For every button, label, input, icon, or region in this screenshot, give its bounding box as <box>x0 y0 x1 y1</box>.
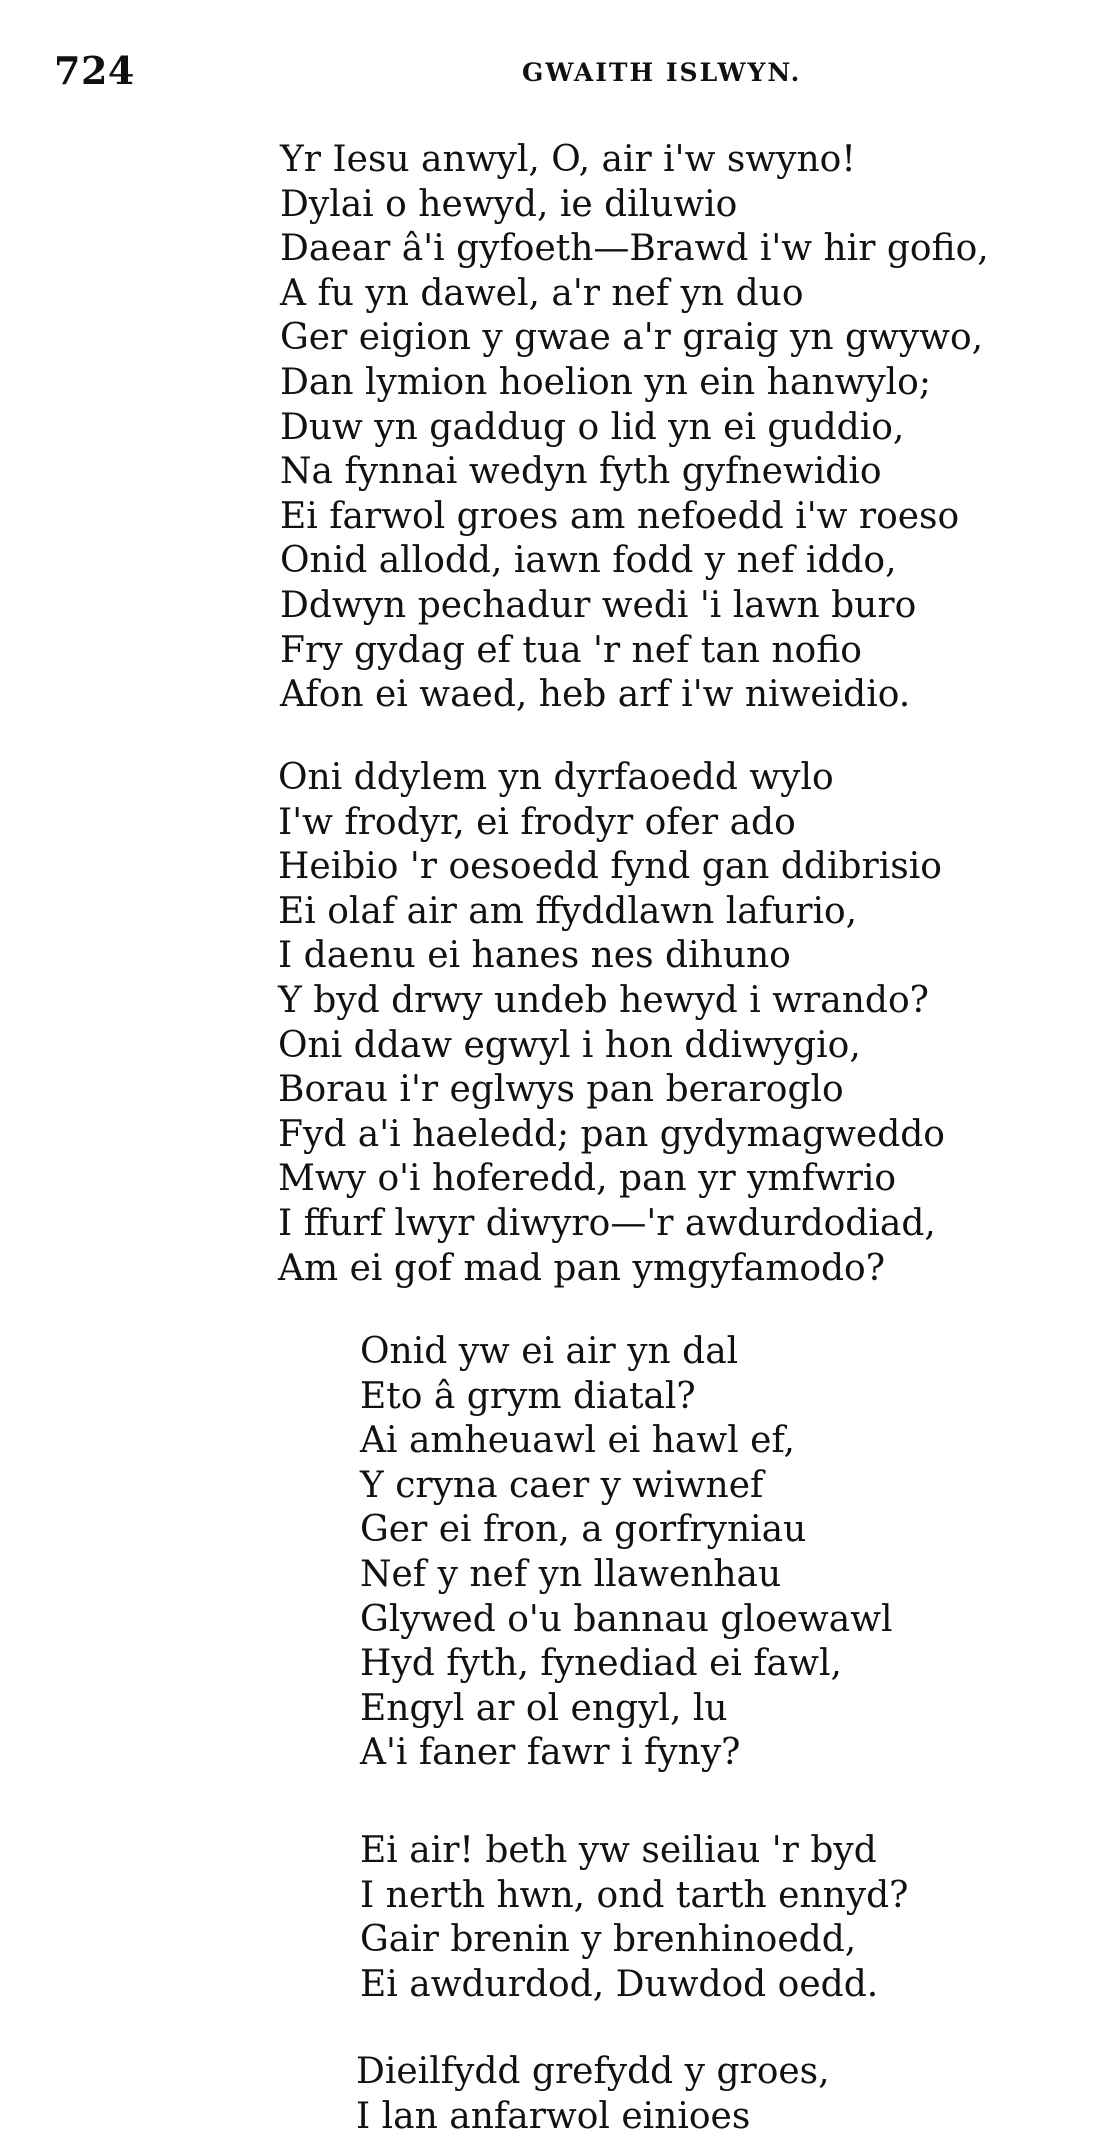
verse-line: I daenu ei hanes nes dihuno <box>278 935 791 977</box>
stanza-1 <box>280 138 989 718</box>
verse-line: Gair brenin y brenhinoedd, <box>360 1919 857 1961</box>
verse-line: A'i faner fawr i fyny? <box>360 1732 741 1774</box>
verse-line: Dylai o hewyd, ie diluwio <box>280 183 738 225</box>
verse-line: Onid allodd, iawn fodd y nef iddo, <box>280 540 897 582</box>
verse-line: I nerth hwn, ond tarth ennyd? <box>360 1874 909 1916</box>
verse-line: Am ei gof mad pan ymgyfamodo? <box>278 1247 886 1289</box>
verse-line: Fyd a'i haeledd; pan gydymagweddo <box>278 1113 945 1155</box>
verse-line: Glywed o'u bannau gloewawl <box>360 1598 893 1640</box>
stanza-2 <box>278 756 945 1291</box>
verse-line: Oni ddylem yn dyrfaoedd wylo <box>278 757 834 798</box>
verse-line: Ei farwol groes am nefoedd i'w roeso <box>280 495 960 537</box>
verse-line: Afon ei waed, heb arf i'w niweidio. <box>280 674 911 716</box>
verse-line: Ddwyn pechadur wedi 'i lawn buro <box>280 584 917 626</box>
verse-line: Eto â grym diatal? <box>360 1375 696 1417</box>
verse-line: Ger ei fron, a gorfryniau <box>360 1509 807 1551</box>
verse-line: Dan lymion hoelion yn ein hanwylo; <box>280 361 931 403</box>
verse-line: Dieilfydd grefydd y groes, <box>356 2051 830 2092</box>
verse-line: I lan anfarwol einioes <box>356 2095 751 2137</box>
verse-line: Yr Iesu anwyl, O, air i'w swyno! <box>280 139 856 180</box>
verse-line: I'w frodyr, ei frodyr ofer ado <box>278 801 796 843</box>
verse-line: A fu yn dawel, a'r nef yn duo <box>280 272 804 314</box>
verse-line: Borau i'r eglwys pan beraroglo <box>278 1069 844 1111</box>
verse-line: Y cryna caer y wiwnef <box>360 1464 764 1506</box>
verse-line: Heibio 'r oesoedd fynd gan ddibrisio <box>278 846 942 888</box>
verse-line: Oni ddaw egwyl i hon ddiwygio, <box>278 1024 861 1066</box>
verse-line: Daear â'i gyfoeth—Brawd i'w hir gofio, <box>280 228 989 270</box>
page-number: 724 <box>54 48 135 93</box>
verse-line: Duw yn gaddug o lid yn ei guddio, <box>280 406 905 448</box>
stanza-4 <box>360 1829 908 2007</box>
verse-line: Fry gydag ef tua 'r nef tan nofio <box>280 629 862 671</box>
verse-line: Nef y nef yn llawenhau <box>360 1553 782 1595</box>
verse-line: Na fynnai wedyn fyth gyfnewidio <box>280 451 882 493</box>
verse-line: Ger eigion y gwae a'r graig yn gwywo, <box>280 317 984 359</box>
stanza-5 <box>356 2050 830 2139</box>
verse-line: Y byd drwy undeb hewyd i wrando? <box>278 979 929 1021</box>
verse-line: Ei awdurdod, Duwdod oedd. <box>360 1963 879 2005</box>
running-title: GWAITH ISLWYN. <box>522 58 802 87</box>
verse-line: Engyl ar ol engyl, lu <box>360 1687 728 1729</box>
verse-line: Ei olaf air am ffyddlawn lafurio, <box>278 890 858 932</box>
verse-line: Onid yw ei air yn dal <box>360 1331 739 1372</box>
verse-line: I ffurf lwyr diwyro—'r awdurdodiad, <box>278 1202 936 1244</box>
verse-line: Hyd fyth, fynediad ei fawl, <box>360 1643 842 1685</box>
verse-line: Mwy o'i hoferedd, pan yr ymfwrio <box>278 1158 897 1200</box>
verse-line: Ai amheuawl ei hawl ef, <box>360 1420 795 1462</box>
stanza-3 <box>360 1330 893 1776</box>
verse-line: Ei air! beth yw seiliau 'r byd <box>360 1830 877 1871</box>
